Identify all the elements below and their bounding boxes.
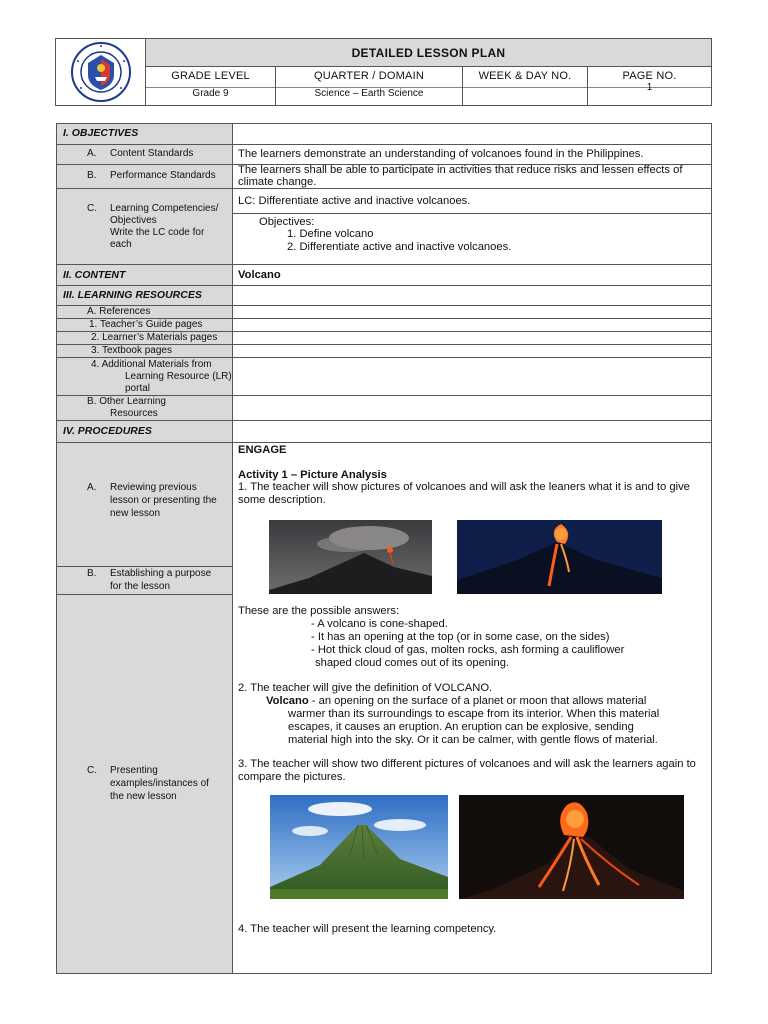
- objective-item-2: 2. Differentiate active and inactive volcanoes.: [287, 241, 512, 253]
- step-4-text: 4. The teacher will present the learning competency.: [238, 923, 497, 935]
- textbook-pages-label: 3. Textbook pages: [57, 345, 233, 357]
- grade-level-value: Grade 9: [192, 88, 229, 99]
- learning-competencies-label-cell: [57, 189, 233, 264]
- performance-standards-value: The learners shall be able to participate in activities that reduce risks and lessen effects of climate change.: [238, 164, 683, 188]
- page-no-value: 1: [646, 82, 653, 93]
- grade-level-cell: [146, 67, 276, 105]
- procedure-c-label-3: the new lesson: [110, 791, 177, 802]
- content-standards-row: [57, 145, 711, 165]
- answers-intro: These are the possible answers:: [238, 605, 400, 617]
- additional-materials-label-1: 4. Additional Materials from: [91, 359, 212, 370]
- volcano-definition-1: - an opening on the surface of a planet or moon that allows material: [308, 695, 647, 707]
- additional-materials-row: [57, 358, 711, 396]
- objectives-section-row: [57, 124, 711, 145]
- procedure-a-label-2: lesson or presenting the: [110, 495, 217, 506]
- quarter-domain-value: Science – Earth Science: [314, 88, 424, 99]
- performance-standards-label-cell: [57, 165, 233, 188]
- page-no-cell: [588, 67, 711, 105]
- volcano-term: Volcano: [266, 695, 309, 707]
- performance-standards-letter: B.: [87, 170, 97, 181]
- volcano-definition-line-1: [266, 695, 646, 708]
- performance-standards-label: Performance Standards: [110, 170, 216, 181]
- learning-competencies-label-4: each: [110, 239, 132, 250]
- content-standards-label: Content Standards: [110, 148, 194, 159]
- references-label: A. References: [57, 306, 233, 318]
- additional-materials-label-cell: [57, 358, 233, 395]
- procedure-a-letter: A.: [87, 482, 97, 493]
- step-3-text: 3. The teacher will show two different pictures of volcanoes and will ask the learners again to compare the pictures.: [238, 758, 696, 783]
- procedure-c-label-1: Presenting: [110, 765, 158, 776]
- procedures-section-row: [57, 421, 711, 443]
- procedure-c-label-cell: [57, 595, 233, 973]
- procedure-b-label-1: Establishing a purpose: [110, 568, 212, 579]
- volcano-photo-dusk: [269, 520, 432, 594]
- learning-competencies-row: [57, 189, 711, 265]
- learning-competency-lc: LC: Differentiate active and inactive volcanoes.: [238, 195, 471, 207]
- content-standards-value: The learners demonstrate an understanding of volcanoes found in the Philippines.: [238, 148, 644, 160]
- page-no-label: PAGE NO.: [622, 70, 677, 82]
- step-2-text: 2. The teacher will give the definition of VOLCANO.: [238, 682, 493, 694]
- volcano-night-image: [457, 520, 662, 594]
- quarter-domain-cell: [276, 67, 463, 105]
- procedure-a-label-3: new lesson: [110, 508, 161, 519]
- answer-2: - It has an opening at the top (or in some case, on the sides): [311, 631, 610, 643]
- step-1-text: 1. The teacher will show pictures of volcanoes and will ask the leaners what it is and to give some description.: [238, 481, 690, 506]
- other-resources-label-cell: [57, 396, 233, 420]
- content-standards-letter: A.: [87, 148, 97, 159]
- quarter-domain-label: QUARTER / DOMAIN: [314, 70, 424, 82]
- resources-section-row: [57, 286, 711, 306]
- volcano-photo-inactive: [270, 795, 448, 899]
- lc-divider: [233, 213, 711, 214]
- additional-materials-label-2: Learning Resource (LR): [125, 371, 232, 382]
- lesson-plan-table: [56, 123, 712, 974]
- content-section-row: [57, 265, 711, 286]
- learners-materials-row: [57, 332, 711, 345]
- content-standards-label-cell: [57, 145, 233, 164]
- lesson-plan-header: [55, 38, 712, 106]
- volcano-photo-night: [457, 520, 662, 594]
- procedure-b-label-2: for the lesson: [110, 581, 171, 592]
- performance-standards-row: [57, 165, 711, 189]
- deped-seal-icon: [68, 41, 134, 103]
- learning-competencies-label-1: Learning Competencies/: [110, 203, 219, 214]
- objectives-title: Objectives:: [259, 216, 315, 228]
- other-resources-label-1: B. Other Learning: [87, 396, 166, 407]
- engage-heading: ENGAGE: [238, 444, 287, 456]
- procedure-b-label-cell: [57, 567, 233, 595]
- procedure-c-letter: C.: [87, 765, 97, 776]
- grade-level-label: GRADE LEVEL: [171, 70, 250, 82]
- week-day-label: WEEK & DAY NO.: [478, 70, 572, 82]
- volcano-definition-3: escapes, it causes an eruption. An eruption can be explosive, sending: [288, 721, 634, 733]
- volcano-definition-4: material high into the sky. Or it can be calmer, with gentle flows of material.: [288, 734, 658, 746]
- resources-heading: III. LEARNING RESOURCES: [57, 286, 233, 305]
- other-resources-row: [57, 396, 711, 421]
- activity-title: Activity 1 – Picture Analysis: [238, 469, 387, 481]
- volcano-photo-active: [459, 795, 684, 899]
- answer-1: - A volcano is cone-shaped.: [311, 618, 448, 630]
- procedure-a-label-cell: [57, 443, 233, 567]
- learning-competencies-label-2: Objectives: [110, 215, 157, 226]
- additional-materials-label-3: portal: [125, 383, 151, 394]
- references-row: [57, 306, 711, 319]
- week-day-cell: [463, 67, 588, 105]
- content-heading: II. CONTENT: [57, 265, 233, 285]
- teachers-guide-row: [57, 319, 711, 332]
- procedure-b-letter: B.: [87, 568, 97, 579]
- teachers-guide-label: 1. Teacher’s Guide pages: [57, 319, 233, 331]
- procedure-a-label-1: Reviewing previous: [110, 482, 197, 493]
- procedures-heading: IV. PROCEDURES: [57, 421, 233, 442]
- objective-item-1: 1. Define volcano: [287, 228, 374, 240]
- volcano-dusk-image: [269, 520, 432, 594]
- document-title: DETAILED LESSON PLAN: [146, 39, 711, 67]
- deped-logo-cell: [56, 39, 146, 105]
- textbook-pages-row: [57, 345, 711, 358]
- other-resources-label-2: Resources: [110, 408, 158, 419]
- answer-3a: - Hot thick cloud of gas, molten rocks, ash forming a cauliflower: [311, 644, 625, 656]
- learning-competencies-letter: C.: [87, 203, 97, 214]
- learning-competencies-label-3: Write the LC code for: [110, 227, 205, 238]
- objectives-heading: I. OBJECTIVES: [57, 124, 233, 144]
- active-volcano-image: [459, 795, 684, 899]
- content-value: Volcano: [238, 269, 281, 281]
- answer-3b: shaped cloud comes out of its opening.: [315, 657, 510, 669]
- learners-materials-label: 2. Learner’s Materials pages: [57, 332, 233, 344]
- procedure-c-label-2: examples/instances of: [110, 778, 209, 789]
- inactive-volcano-image: [270, 795, 448, 899]
- volcano-definition-2: warmer than its surroundings to escape from its interior. When this material: [288, 708, 660, 720]
